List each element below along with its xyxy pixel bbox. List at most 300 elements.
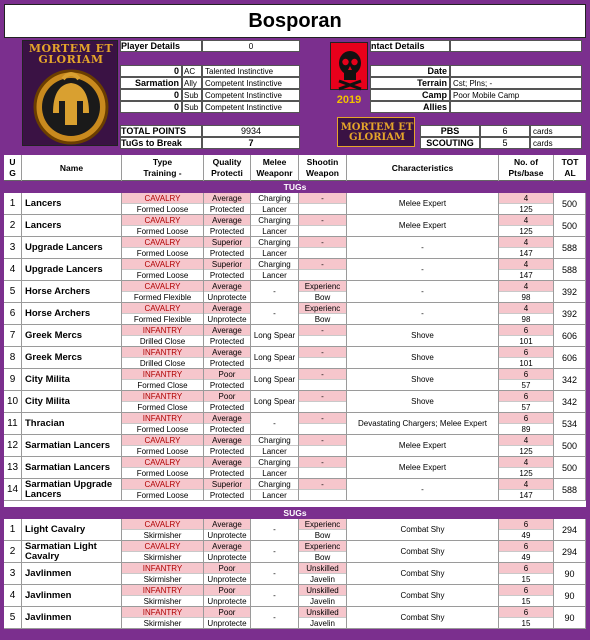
unit-name: Javlinmen [22,607,122,629]
player-details-label: Player Details [120,40,202,52]
pbs-value: 6 [480,125,530,137]
quality-bottom: Unprotecte [207,619,247,628]
shooting-top: - [299,391,346,402]
melee-bottom: Lancer [262,447,287,456]
quality-top: Average [204,281,250,292]
quality-bottom: Unprotecte [207,553,247,562]
melee-bottom: Lancer [262,249,287,258]
unit-name: Sarmatian Lancers [22,435,122,457]
skull-badge [330,42,368,90]
unit-name: Sarmatian Upgrade Lancers [22,479,122,501]
type-bottom: Formed Loose [136,469,189,478]
type-bottom: Formed Loose [136,425,189,434]
shooting-weapon [299,457,347,479]
quality-protection [204,541,251,563]
shooting-bottom: Bow [314,531,331,540]
shooting-weapon [299,391,347,413]
col-ug: U G [4,155,22,181]
pts-bottom: 57 [521,403,531,412]
row-number: 4 [4,259,22,281]
shooting-weapon [299,215,347,237]
quality-top: Average [204,519,250,530]
table-row[interactable] [4,237,586,259]
characteristics: Combat Shy [347,563,499,585]
quality-protection [204,413,251,435]
shooting-bottom [299,270,346,281]
type-bottom: Formed Loose [136,271,189,280]
col-type: Type Training - [122,155,204,181]
table-row[interactable] [4,369,586,391]
pts-top: 6 [499,607,553,618]
shooting-weapon [299,413,347,435]
melee-weapon: - [251,519,299,541]
pts-top: 6 [499,369,553,380]
type-top: INFANTRY [122,325,203,336]
army-row-commander[interactable]: Competent Instinctive [202,89,300,101]
type-training [122,391,204,413]
row-number: 1 [4,193,22,215]
table-row[interactable] [4,541,586,563]
shooting-top: - [299,479,346,490]
table-row[interactable] [4,215,586,237]
bases-pts [499,607,554,629]
table-row[interactable] [4,457,586,479]
shooting-weapon [299,303,347,325]
quality-bottom: Protected [209,425,245,434]
quality-top: Average [204,541,250,552]
shooting-top: Unskilled [299,585,346,596]
unit-total: 392 [554,303,586,325]
characteristics: - [347,259,499,281]
melee-weapon [251,237,299,259]
type-training [122,325,204,347]
table-row[interactable] [4,193,586,215]
unit-total: 294 [554,519,586,541]
shooting-weapon [299,369,347,391]
shooting-top: Unskilled [299,607,346,618]
row-number: 8 [4,347,22,369]
type-top: CAVALRY [122,541,203,552]
table-row[interactable] [4,347,586,369]
quality-protection [204,303,251,325]
tugs-section-header: TUGs [4,181,586,193]
pts-top: 6 [499,541,553,552]
shooting-weapon [299,585,347,607]
melee-weapon: - [251,563,299,585]
bases-pts [499,281,554,303]
table-row[interactable] [4,519,586,541]
unit-name: City Milita [22,369,122,391]
quality-bottom: Unprotecte [207,315,247,324]
shooting-top: - [299,259,346,270]
bases-pts [499,479,554,501]
pts-top: 6 [499,563,553,574]
type-top: INFANTRY [122,347,203,358]
type-bottom: Formed Flexible [133,293,192,302]
melee-bottom: Lancer [262,205,287,214]
characteristics: Combat Shy [347,519,499,541]
melee-weapon [251,435,299,457]
shooting-top: - [299,435,346,446]
quality-top: Superior [204,479,250,490]
mortem-et-gloriam-logo [22,40,118,146]
total-points-label: TOTAL POINTS [120,125,202,137]
table-row[interactable] [4,563,586,585]
pts-bottom: 125 [519,205,533,214]
quality-top: Average [204,457,250,468]
type-top: CAVALRY [122,457,203,468]
unit-total: 606 [554,325,586,347]
pts-bottom: 15 [521,619,531,628]
table-row[interactable] [4,479,586,501]
unit-name: Horse Archers [22,281,122,303]
type-training [122,369,204,391]
shooting-bottom: Javelin [310,575,335,584]
quality-protection [204,457,251,479]
bases-pts [499,347,554,369]
table-row[interactable] [4,259,586,281]
quality-protection [204,519,251,541]
army-row-label: Sarmation [120,77,182,89]
row-number: 12 [4,435,22,457]
type-top: CAVALRY [122,303,203,314]
quality-protection [204,347,251,369]
unit-total: 342 [554,391,586,413]
unit-name: Lancers [22,193,122,215]
pts-top: 4 [499,215,553,226]
row-number: 11 [4,413,22,435]
mini-logo-text: MORTEM ET GLORIAM [340,122,414,143]
melee-top: Charging [251,237,298,248]
type-bottom: Drilled Close [139,337,186,346]
quality-bottom: Protected [209,227,245,236]
pts-bottom: 101 [519,359,533,368]
shooting-weapon [299,281,347,303]
unit-total: 342 [554,369,586,391]
type-training [122,413,204,435]
table-row[interactable] [4,391,586,413]
type-top: CAVALRY [122,259,203,270]
bases-pts [499,369,554,391]
characteristics: Combat Shy [347,607,499,629]
melee-top: Charging [251,215,298,226]
melee-weapon: - [251,585,299,607]
quality-bottom: Unprotecte [207,597,247,606]
pts-top: 6 [499,347,553,358]
unit-total: 500 [554,457,586,479]
pts-top: 4 [499,479,553,490]
date-label: Date [370,65,450,77]
melee-top: Charging [251,435,298,446]
col-total: TOT AL [561,157,579,178]
pts-bottom: 125 [519,469,533,478]
shooting-bottom [299,226,346,237]
row-number: 2 [4,215,22,237]
unit-name: Light Cavalry [22,519,122,541]
unit-name: Javlinmen [22,563,122,585]
pts-bottom: 125 [519,227,533,236]
pts-top: 6 [499,585,553,596]
tugs-to-break-label: TuGs to Break [120,137,202,149]
type-training [122,519,204,541]
type-training [122,563,204,585]
quality-bottom: Unprotecte [207,531,247,540]
type-top: INFANTRY [122,369,203,380]
col-shooting: Shootin Weapon [299,155,347,181]
row-number: 2 [4,541,22,563]
bases-pts [499,413,554,435]
unit-name: Sarmatian Lancers [22,457,122,479]
allies-field[interactable] [450,101,582,113]
row-number: 14 [4,479,22,501]
scouting-unit: cards [530,137,582,149]
shooting-bottom [299,446,346,457]
melee-weapon: Long Spear [251,391,299,413]
type-bottom: Formed Loose [136,249,189,258]
quality-bottom: Protected [209,205,245,214]
type-top: CAVALRY [122,193,203,204]
terrain-field[interactable]: Cst; Plns; - [450,77,582,89]
melee-weapon: Long Spear [251,347,299,369]
quality-top: Average [204,325,250,336]
tugs-to-break-value: 7 [202,137,300,149]
quality-top: Poor [204,563,250,574]
characteristics: - [347,479,499,501]
shooting-weapon [299,347,347,369]
bases-pts [499,563,554,585]
type-bottom: Skirmisher [143,531,182,540]
unit-total: 588 [554,259,586,281]
characteristics: - [347,237,499,259]
type-top: CAVALRY [122,435,203,446]
melee-weapon: - [251,281,299,303]
type-top: INFANTRY [122,585,203,596]
type-top: INFANTRY [122,391,203,402]
type-training [122,281,204,303]
unit-name: Horse Archers [22,303,122,325]
shooting-bottom [299,204,346,215]
shooting-top: - [299,325,346,336]
quality-top: Superior [204,237,250,248]
shooting-top: - [299,215,346,226]
unit-name: Javlinmen [22,585,122,607]
type-top: CAVALRY [122,215,203,226]
shooting-bottom: Bow [314,553,331,562]
type-bottom: Formed Loose [136,205,189,214]
bases-pts [499,435,554,457]
table-row[interactable] [4,607,586,629]
shooting-weapon [299,563,347,585]
type-bottom: Formed Flexible [133,315,192,324]
type-bottom: Skirmisher [143,597,182,606]
quality-protection [204,369,251,391]
type-top: INFANTRY [122,413,203,424]
shooting-bottom [299,380,346,391]
quality-top: Average [204,413,250,424]
melee-weapon: - [251,541,299,563]
bases-pts [499,259,554,281]
shooting-weapon [299,479,347,501]
type-training [122,193,204,215]
quality-protection [204,391,251,413]
camp-field[interactable]: Poor Mobile Camp [450,89,582,101]
quality-protection [204,479,251,501]
shooting-bottom: Javelin [310,597,335,606]
type-top: CAVALRY [122,479,203,490]
melee-weapon [251,479,299,501]
player-details-field[interactable]: 0 [202,40,300,52]
pts-top: 4 [499,457,553,468]
shooting-bottom [299,358,346,369]
quality-protection [204,607,251,629]
contact-details-field[interactable] [450,40,582,52]
type-top: CAVALRY [122,519,203,530]
pts-top: 6 [499,519,553,530]
table-row[interactable] [4,413,586,435]
shooting-weapon [299,237,347,259]
quality-bottom: Protected [209,403,245,412]
type-top: CAVALRY [122,281,203,292]
shooting-top: Experienc [299,541,346,552]
pts-bottom: 49 [521,531,531,540]
unit-name: Sarmatian Light Cavalry [22,541,122,563]
melee-top: Charging [251,457,298,468]
quality-bottom: Protected [209,469,245,478]
characteristics: Melee Expert [347,215,499,237]
melee-weapon: Long Spear [251,325,299,347]
quality-protection [204,237,251,259]
characteristics: Combat Shy [347,541,499,563]
allies-label: Allies [370,101,450,113]
quality-bottom: Protected [209,271,245,280]
bases-pts [499,303,554,325]
unit-name: Thracian [22,413,122,435]
melee-weapon [251,259,299,281]
melee-top: Charging [251,259,298,270]
unit-name: Lancers [22,215,122,237]
table-row[interactable] [4,325,586,347]
pts-bottom: 101 [519,337,533,346]
pts-top: 6 [499,413,553,424]
quality-protection [204,281,251,303]
bases-pts [499,457,554,479]
type-bottom: Skirmisher [143,575,182,584]
shooting-top: Unskilled [299,563,346,574]
bases-pts [499,391,554,413]
total-points-value: 9934 [202,125,300,137]
unit-name: Upgrade Lancers [22,259,122,281]
characteristics: Melee Expert [347,435,499,457]
pts-bottom: 15 [521,575,531,584]
army-row-commander[interactable]: Competent Instinctive [202,101,300,113]
row-number: 5 [4,281,22,303]
contact-details-label: ntact Details [370,40,450,52]
quality-top: Poor [204,391,250,402]
bases-pts [499,585,554,607]
army-row-commander[interactable]: Talented Instinctive [202,65,300,77]
unit-name: Greek Mercs [22,325,122,347]
melee-weapon [251,457,299,479]
pts-bottom: 98 [521,293,531,302]
date-field[interactable] [450,65,582,77]
unit-total: 534 [554,413,586,435]
quality-top: Poor [204,607,250,618]
army-row-commander[interactable]: Competent Instinctive [202,77,300,89]
characteristics: Devastating Chargers; Melee Expert [347,413,499,435]
col-quality: Quality Protecti [204,155,251,181]
pts-bottom: 125 [519,447,533,456]
table-row[interactable] [4,281,586,303]
characteristics: - [347,303,499,325]
type-bottom: Formed Loose [136,491,189,500]
type-bottom: Skirmisher [143,553,182,562]
type-top: INFANTRY [122,563,203,574]
shooting-bottom [299,402,346,413]
melee-weapon: - [251,607,299,629]
melee-bottom: Lancer [262,271,287,280]
unit-name: Upgrade Lancers [22,237,122,259]
camp-label: Camp [370,89,450,101]
pbs-label: PBS [420,125,480,137]
type-bottom: Formed Loose [136,227,189,236]
quality-protection [204,435,251,457]
shooting-weapon [299,435,347,457]
pts-bottom: 15 [521,597,531,606]
shooting-top: Experienc [299,519,346,530]
type-training [122,457,204,479]
shooting-top: Experienc [299,281,346,292]
unit-total: 588 [554,479,586,501]
melee-bottom: Lancer [262,491,287,500]
pts-bottom: 147 [519,271,533,280]
army-row-label: 0 [120,101,182,113]
shooting-weapon [299,541,347,563]
quality-bottom: Protected [209,337,245,346]
unit-total: 90 [554,607,586,629]
quality-bottom: Unprotecte [207,293,247,302]
bases-pts [499,541,554,563]
bases-pts [499,215,554,237]
type-training [122,435,204,457]
pts-top: 4 [499,303,553,314]
shooting-top: - [299,237,346,248]
type-training [122,541,204,563]
table-row[interactable] [4,435,586,457]
unit-total: 606 [554,347,586,369]
unit-total: 392 [554,281,586,303]
characteristics: Combat Shy [347,585,499,607]
pts-bottom: 89 [521,425,531,434]
type-bottom: Formed Loose [136,447,189,456]
pbs-unit: cards [530,125,582,137]
pts-bottom: 147 [519,491,533,500]
table-row[interactable] [4,303,586,325]
pts-top: 4 [499,193,553,204]
pts-top: 4 [499,281,553,292]
pts-top: 6 [499,391,553,402]
type-training [122,479,204,501]
pts-bottom: 147 [519,249,533,258]
quality-top: Average [204,215,250,226]
row-number: 5 [4,607,22,629]
type-training [122,215,204,237]
army-row-tag: Ally [182,77,202,89]
melee-bottom: Lancer [262,469,287,478]
melee-top: Charging [251,479,298,490]
pts-top: 6 [499,325,553,336]
table-row[interactable] [4,585,586,607]
characteristics: Shove [347,369,499,391]
